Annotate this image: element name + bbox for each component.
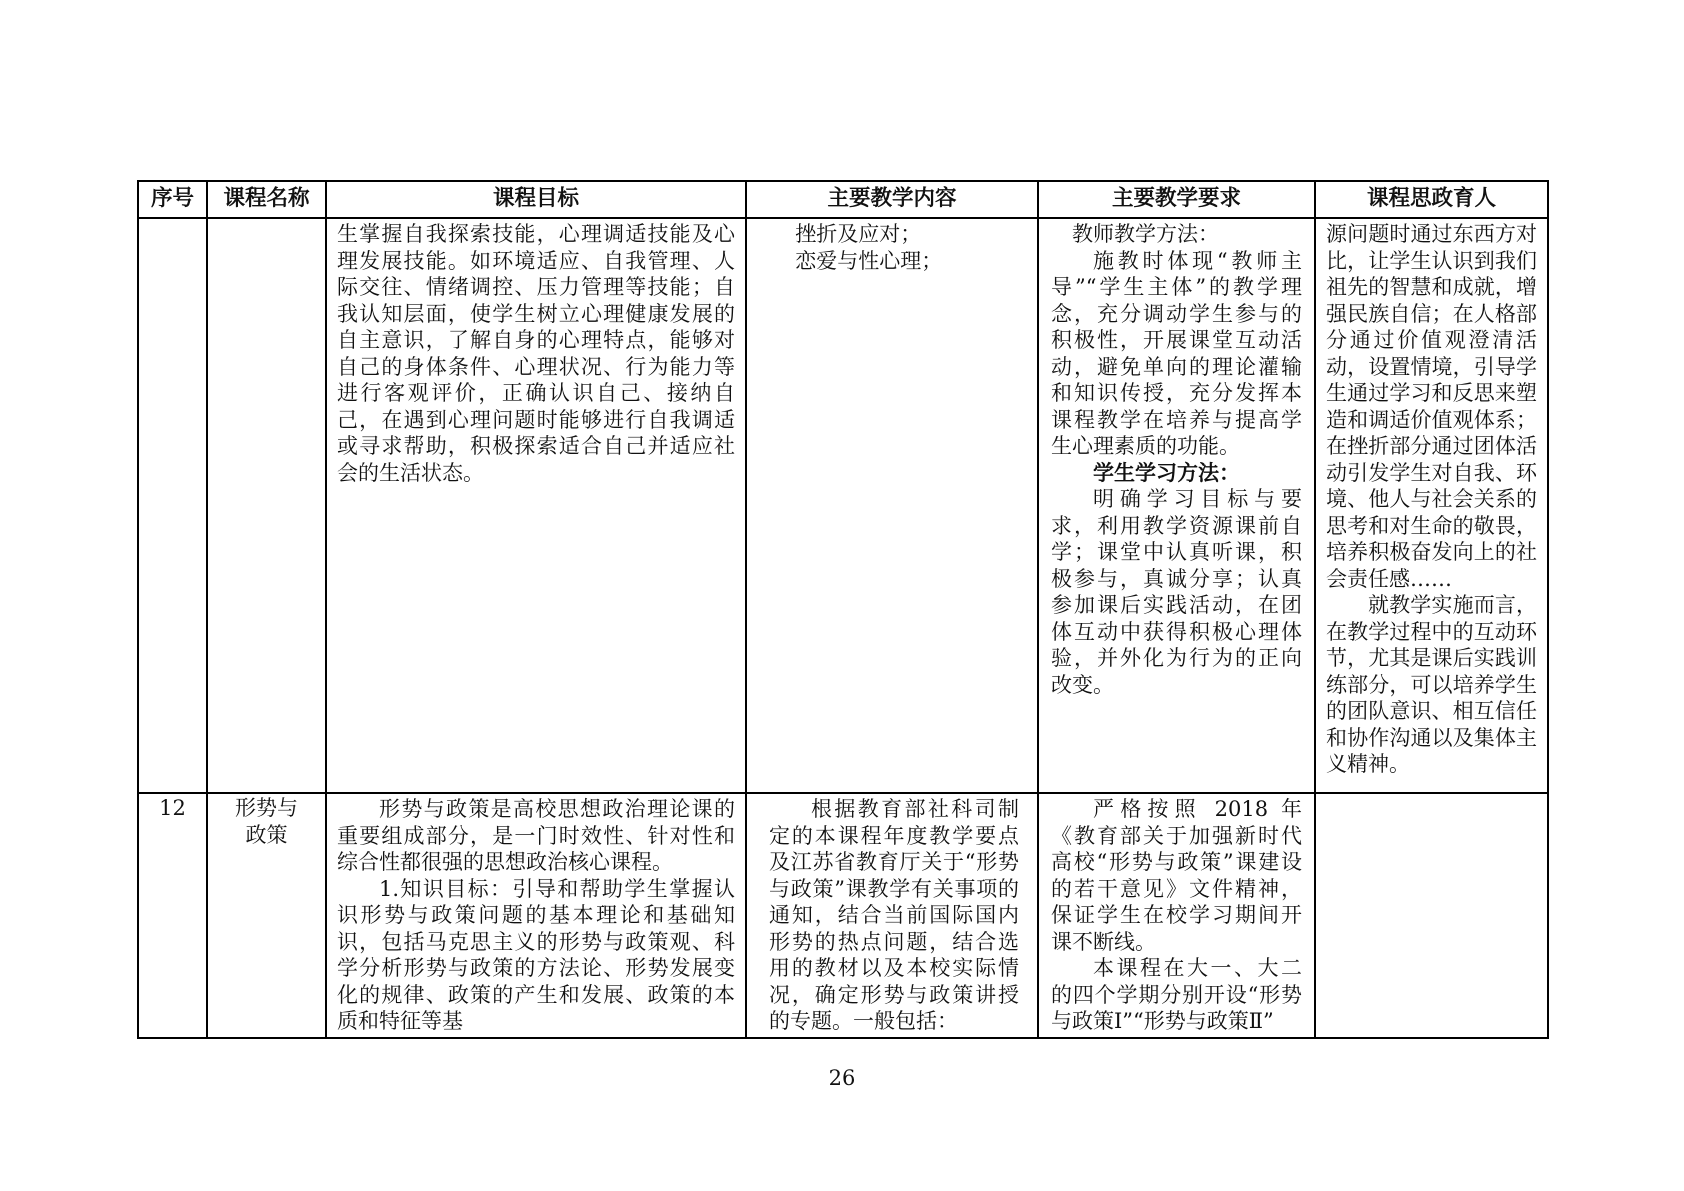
- paragraph: 生掌握自我探索技能，心理调适技能及心理发展技能。如环境适应、自我管理、人际交往、情绪调控、压力管理等技能；自我认知层面，使学生树立心理健康发展的自主意识，了解自身的心理特点，能够对自己的身体条件、心理状况、行为能力等进行客观评价，正确认识自己、接纳自己，在遇到心理问题时能够进行自我调适或寻求帮助，积极探索适合自己并适应社会的生活状态。: [337, 222, 735, 485]
- paragraph: 严格按照 2018 年《教育部关于加强新时代高校“形势与政策”课建设的若干意见》文件精神，保证学生在校学习期间开课不断线。: [1051, 797, 1302, 954]
- cell-ideology-education: [1315, 793, 1548, 1038]
- paragraph: 1.知识目标：引导和帮助学生掌握认识形势与政策问题的基本理论和基础知识，包括马克思主义的形势与政策观、科学分析形势与政策的方法论、形势发展变化的规律、政策的产生和发展、政策的本质和特征等基: [337, 876, 735, 1033]
- paragraph: 根据教育部社科司制定的本课程年度教学要点及江苏省教育厅关于“形势与政策”课教学有关事项的通知，结合当前国际国内形势的热点问题，结合选用的教材以及本校实际情况，确定形势与政策讲授的专题。一般包括：: [769, 797, 1019, 1033]
- cell-teaching-content: [746, 793, 1038, 1038]
- header-course-name: 课程名称: [207, 181, 326, 218]
- page-number: 26: [828, 1066, 856, 1090]
- paragraph: 学生学习方法：: [1093, 459, 1240, 485]
- cell-course-name: [207, 218, 326, 793]
- paragraph: 就教学实施而言，在教学过程中的互动环节，尤其是课后实践训练部分，可以培养学生的团队意识、相互信任和协作沟通以及集体主义精神。: [1326, 593, 1537, 776]
- cell-teaching-requirements: [1038, 793, 1315, 1038]
- paragraph: 挫折及应对；: [795, 222, 922, 246]
- paragraph: 明确学习目标与要求，利用教学资源课前自学；课堂中认真听课，积极参与，真诚分享；认真参加课后实践活动，在团体互动中获得积极心理体验，并外化为行为的正向改变。: [1051, 487, 1302, 697]
- paragraph: 本课程在大一、大二的四个学期分别开设“形势与政策Ⅰ”“形势与政策Ⅱ”: [1051, 956, 1302, 1033]
- cell-objectives: [326, 793, 746, 1038]
- cell-objectives: [326, 218, 746, 793]
- cell-teaching-requirements: [1038, 218, 1315, 793]
- table-row: [138, 218, 1548, 793]
- header-teaching-requirements: 主要教学要求: [1038, 181, 1315, 218]
- cell-course-name: [207, 793, 326, 1038]
- header-ideology-education: 课程思政育人: [1315, 181, 1548, 218]
- cell-teaching-content: [746, 218, 1038, 793]
- header-objectives: 课程目标: [326, 181, 746, 218]
- curriculum-table: [137, 180, 1549, 1039]
- table-row: [138, 793, 1548, 1038]
- paragraph: 恋爱与性心理；: [795, 248, 943, 273]
- cell-seq: 12: [138, 793, 207, 1038]
- paragraph: 施教时体现“教师主导”“学生主体”的教学理念，充分调动学生参与的积极性，开展课堂互动活动，避免单向的理论灌输和知识传授，充分发挥本课程教学在培养与提高学生心理素质的功能。: [1051, 248, 1302, 458]
- paragraph: 教师教学方法：: [1072, 222, 1219, 246]
- header-seq: 序号: [138, 181, 207, 218]
- paragraph: 源问题时通过东西方对比，让学生认识到我们祖先的智慧和成就，增强民族自信；在人格部分通过价值观澄清活动，设置情境，引导学生通过学习和反思来塑造和调适价值观体系；在挫折部分通过团体活动引发学生对自我、环境、他人与社会关系的思考和对生命的敬畏，培养积极奋发向上的社会责任感……: [1326, 222, 1537, 591]
- paragraph: 形势与政策是高校思想政治理论课的重要组成部分，是一门时效性、针对性和综合性都很强的思想政治核心课程。: [337, 797, 735, 874]
- table-header-row: [138, 181, 1548, 218]
- cell-ideology-education: [1315, 218, 1548, 793]
- course-name-text: 形势与政策: [235, 796, 298, 847]
- cell-seq: [138, 218, 207, 793]
- header-teaching-content: 主要教学内容: [746, 181, 1038, 218]
